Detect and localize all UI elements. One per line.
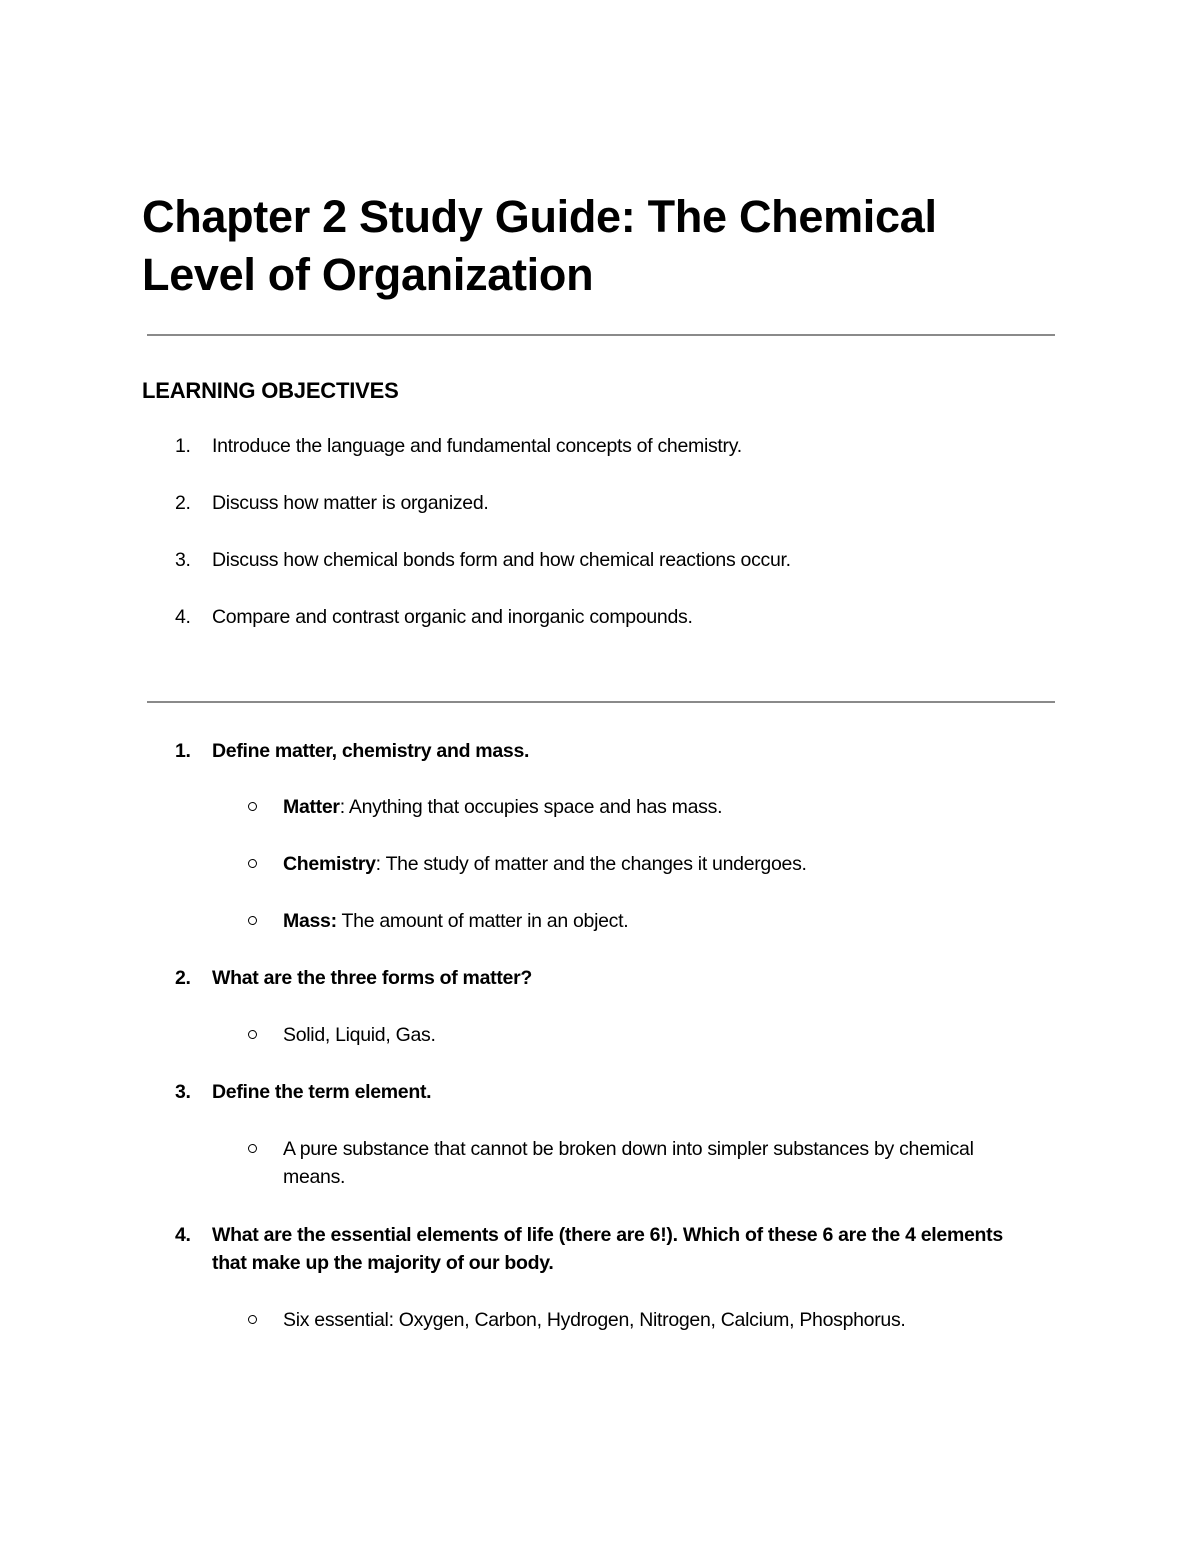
question-number: 2. <box>175 967 191 989</box>
answer-separator: : <box>339 796 349 818</box>
objective-number: 1. <box>175 435 191 457</box>
answer-definition: The amount of matter in an object. <box>341 910 629 932</box>
document-title: Chapter 2 Study Guide: The Chemical Level of Organization <box>142 191 937 300</box>
objective-text: Introduce the language and fundamental concepts of chemistry. <box>212 435 742 457</box>
answer-text <box>283 907 1023 935</box>
objective-number: 3. <box>175 549 191 571</box>
objective-text: Compare and contrast organic and inorganic compounds. <box>212 606 693 628</box>
answer-text: A pure substance that cannot be broken down into simpler substances by chemical means. <box>283 1138 974 1188</box>
answer-text: Six essential: Oxygen, Carbon, Hydrogen, Nitrogen, Calcium, Phosphorus. <box>283 1309 906 1331</box>
question-text: What are the three forms of matter? <box>212 967 532 989</box>
horizontal-divider <box>147 334 1055 336</box>
answer-text: Solid, Liquid, Gas. <box>283 1024 436 1046</box>
objective-number: 4. <box>175 606 191 628</box>
answer-definition: Anything that occupies space and has mass. <box>348 796 723 818</box>
answer-separator: : <box>375 853 386 875</box>
question-text: Define matter, chemistry and mass. <box>212 740 530 762</box>
question-text: What are the essential elements of life (there are 6!). Which of these 6 are the 4 elements that make up the majority of our body. <box>212 1224 1003 1274</box>
answer-term: Chemistry <box>283 853 376 875</box>
question-text: Define the term element. <box>212 1081 432 1103</box>
objective-text: Discuss how matter is organized. <box>212 492 489 514</box>
circle-bullet-icon <box>248 1306 260 1318</box>
circle-bullet-icon <box>248 1135 260 1147</box>
answer-text <box>283 793 1023 821</box>
answer-definition: The study of matter and the changes it undergoes. <box>385 853 807 875</box>
question-number: 3. <box>175 1081 191 1103</box>
objective-number: 2. <box>175 492 191 514</box>
question-number: 4. <box>175 1224 191 1246</box>
objective-text: Discuss how chemical bonds form and how chemical reactions occur. <box>212 549 791 571</box>
circle-bullet-icon <box>248 907 260 919</box>
circle-bullet-icon <box>248 793 260 805</box>
circle-bullet-icon <box>248 850 260 862</box>
answer-term: Mass: <box>283 910 337 932</box>
answer-term: Matter <box>283 796 340 818</box>
question-number: 1. <box>175 740 191 762</box>
circle-bullet-icon <box>248 1021 260 1033</box>
answer-text <box>283 850 1023 878</box>
objectives-heading: LEARNING OBJECTIVES <box>142 378 399 403</box>
horizontal-divider <box>147 701 1055 703</box>
